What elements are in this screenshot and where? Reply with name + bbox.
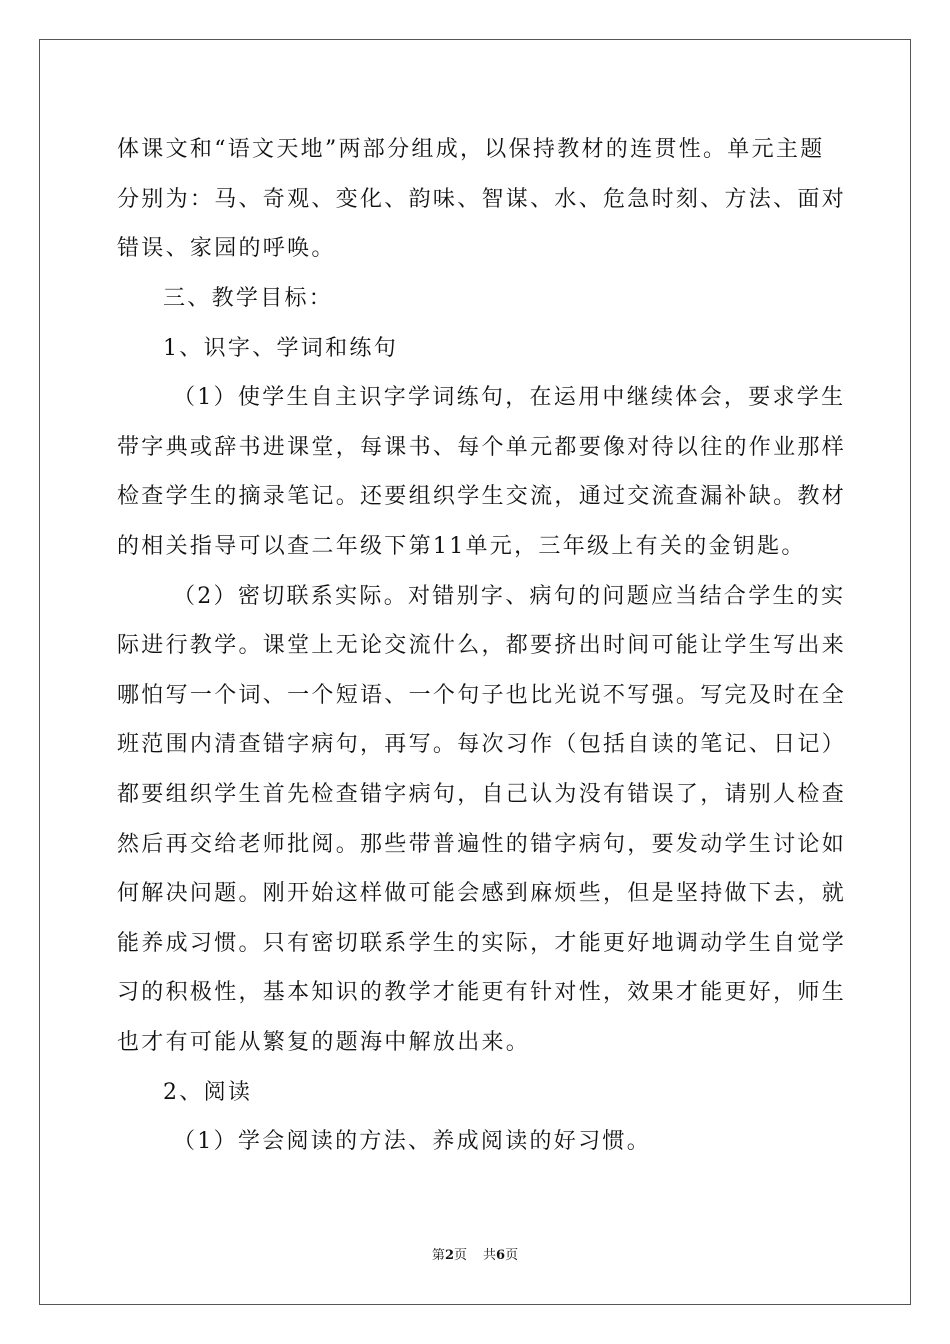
- paragraph-line: 能养成习惯。只有密切联系学生的实际，才能更好地调动学生自觉学: [117, 931, 847, 956]
- paragraph-line: 然后再交给老师批阅。那些带普遍性的错字病句，要发动学生讨论如: [117, 832, 847, 857]
- paragraph-line: 带字典或辞书进课堂，每课书、每个单元都要像对待以往的作业那样: [117, 435, 847, 460]
- subsection-heading: 1、识字、学词和练句: [163, 336, 398, 361]
- paragraph-line: 哪怕写一个词、一个短语、一个句子也比光说不写强。写完及时在全: [117, 683, 847, 708]
- paragraph-line: 检查学生的摘录笔记。还要组织学生交流，通过交流查漏补缺。教材: [117, 484, 847, 509]
- paragraph-line: 体课文和“语文天地”两部分组成，以保持教材的连贯性。单元主题: [117, 137, 825, 162]
- page-border: [39, 39, 911, 1305]
- page-suffix: 页: [453, 1248, 467, 1263]
- paragraph-line: 的相关指导可以查二年级下第11单元，三年级上有关的金钥匙。: [117, 534, 806, 559]
- paragraph-line: 也才有可能从繁复的题海中解放出来。: [117, 1030, 531, 1055]
- section-heading: 三、教学目标：: [163, 286, 334, 311]
- total-pages-number: 6: [496, 1248, 506, 1263]
- paragraph-line: 分别为：马、奇观、变化、韵味、智谋、水、危急时刻、方法、面对: [117, 187, 847, 212]
- page-footer: [0, 1248, 950, 1264]
- subsection-heading: 2、阅读: [163, 1080, 253, 1105]
- paragraph-line: 班范围内清查错字病句，再写。每次习作（包括自读的笔记、日记）: [117, 732, 847, 757]
- paragraph-line: 都要组织学生首先检查错字病句，自己认为没有错误了，请别人检查: [117, 782, 847, 807]
- total-suffix: 页: [505, 1248, 519, 1263]
- paragraph-line: （1）学会阅读的方法、养成阅读的好习惯。: [173, 1129, 651, 1154]
- page-prefix: 第: [431, 1248, 445, 1263]
- paragraph-line: （2）密切联系实际。对错别字、病句的问题应当结合学生的实: [173, 584, 846, 609]
- total-prefix: 共: [483, 1248, 497, 1263]
- paragraph-line: 何解决问题。刚开始这样做可能会感到麻烦些，但是坚持做下去，就: [117, 881, 847, 906]
- paragraph-line: 错误、家园的呼唤。: [117, 236, 336, 261]
- current-page-number: 2: [444, 1248, 454, 1263]
- paragraph-line: 际进行教学。课堂上无论交流什么，都要挤出时间可能让学生写出来: [117, 633, 847, 658]
- paragraph-line: （1）使学生自主识字学词练句，在运用中继续体会，要求学生: [173, 385, 846, 410]
- paragraph-line: 习的积极性，基本知识的教学才能更有针对性，效果才能更好，师生: [117, 980, 847, 1005]
